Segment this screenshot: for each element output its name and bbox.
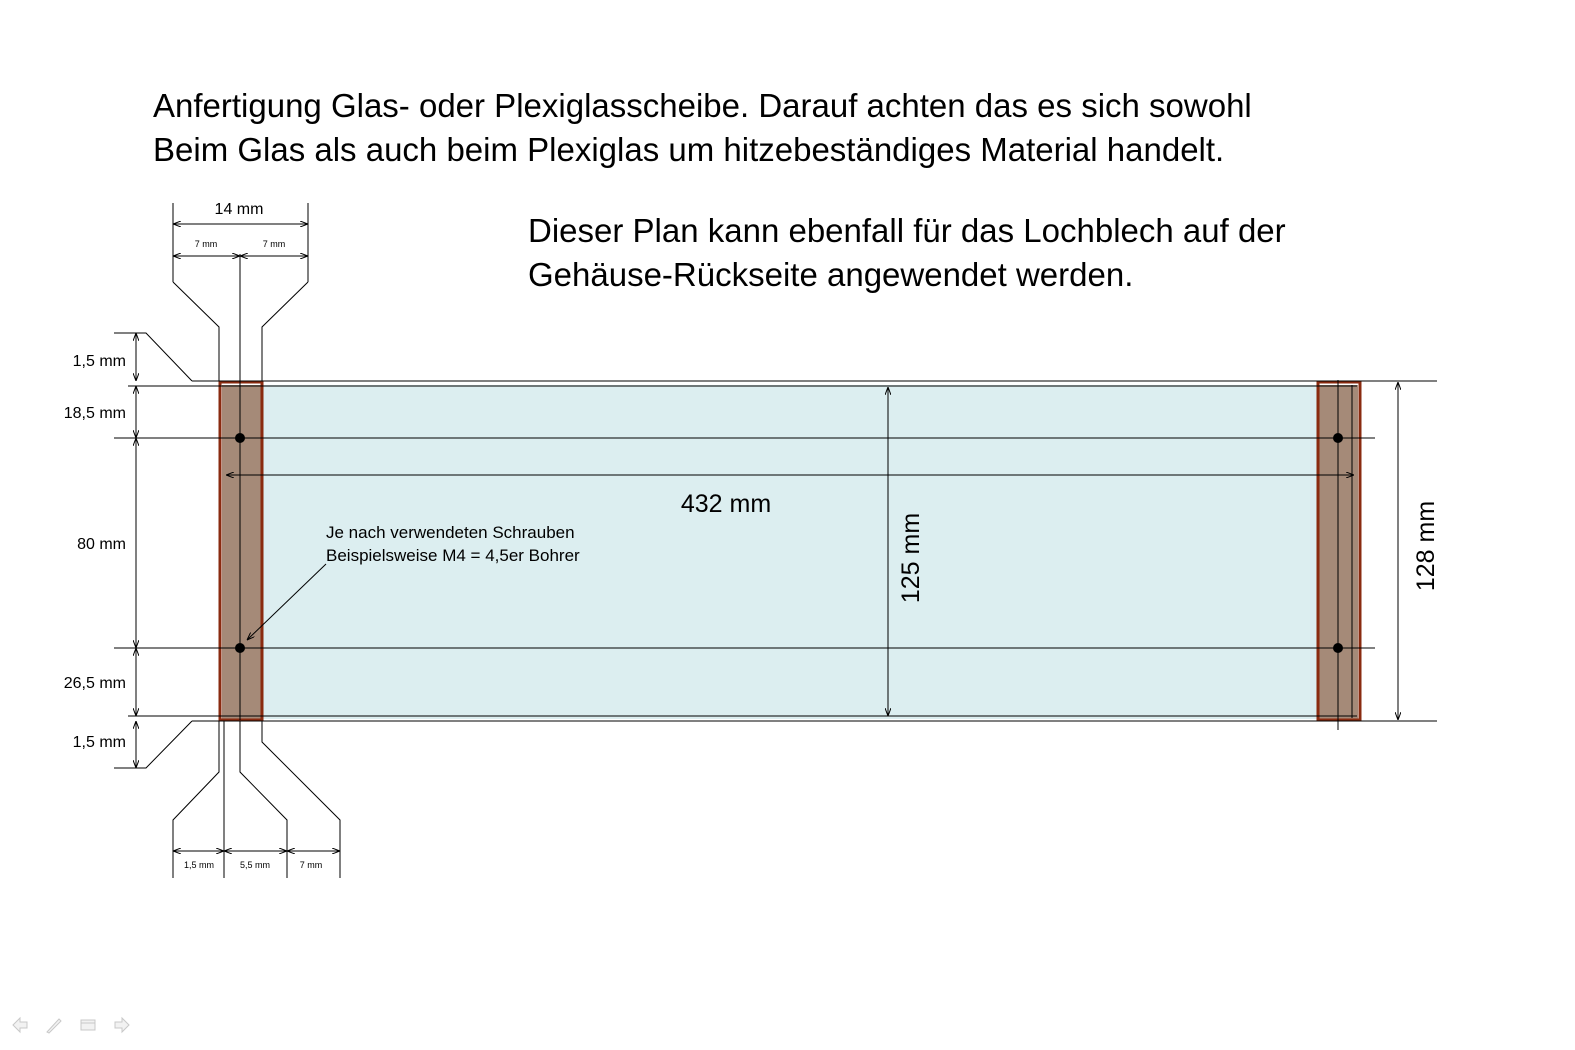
top-width-label: 14 mm — [214, 201, 264, 218]
left-dim-1-label: 1,5 mm — [72, 353, 126, 370]
hole-top-right — [1333, 433, 1343, 443]
left-dim-2-label: 18,5 mm — [63, 405, 126, 422]
inner-height-label: 125 mm — [897, 512, 925, 604]
note-line-2: Gehäuse-Rückseite angewendet werden. — [528, 256, 1134, 293]
left-dim-5-label: 1,5 mm — [72, 734, 126, 751]
bottom-dim-2-label: 5,5 mm — [239, 860, 271, 870]
left-dim-4-label: 26,5 mm — [63, 675, 126, 692]
arrow-right-icon[interactable] — [112, 1015, 132, 1035]
arrow-left-icon[interactable] — [10, 1015, 30, 1035]
length-label: 432 mm — [680, 490, 772, 518]
bottom-dim-1-label: 1,5 mm — [183, 860, 215, 870]
bottom-dimension-chain — [173, 721, 340, 878]
top-half-left-label: 7 mm — [194, 239, 218, 249]
hole-top-left — [235, 433, 245, 443]
bottom-dim-3-label: 7 mm — [299, 860, 323, 870]
note-line-1: Dieser Plan kann ebenfall für das Lochblech auf der — [528, 212, 1286, 249]
menu-icon[interactable] — [78, 1015, 98, 1035]
top-half-right-label: 7 mm — [262, 239, 286, 249]
title-line-2: Beim Glas als auch beim Plexiglas um hitzebeständiges Material handelt. — [153, 131, 1225, 168]
hole-bottom-left — [235, 643, 245, 653]
callout-line-1: Je nach verwendeten Schrauben — [326, 523, 575, 542]
title-line-1: Anfertigung Glas- oder Plexiglasscheibe. Darauf achten das es sich sowohl — [153, 87, 1252, 124]
pen-icon[interactable] — [44, 1015, 64, 1035]
outer-height-label: 128 mm — [1412, 500, 1440, 592]
left-dim-3-label: 80 mm — [77, 536, 126, 553]
callout-line-2: Beispielsweise M4 = 4,5er Bohrer — [326, 546, 580, 565]
hole-bottom-right — [1333, 643, 1343, 653]
